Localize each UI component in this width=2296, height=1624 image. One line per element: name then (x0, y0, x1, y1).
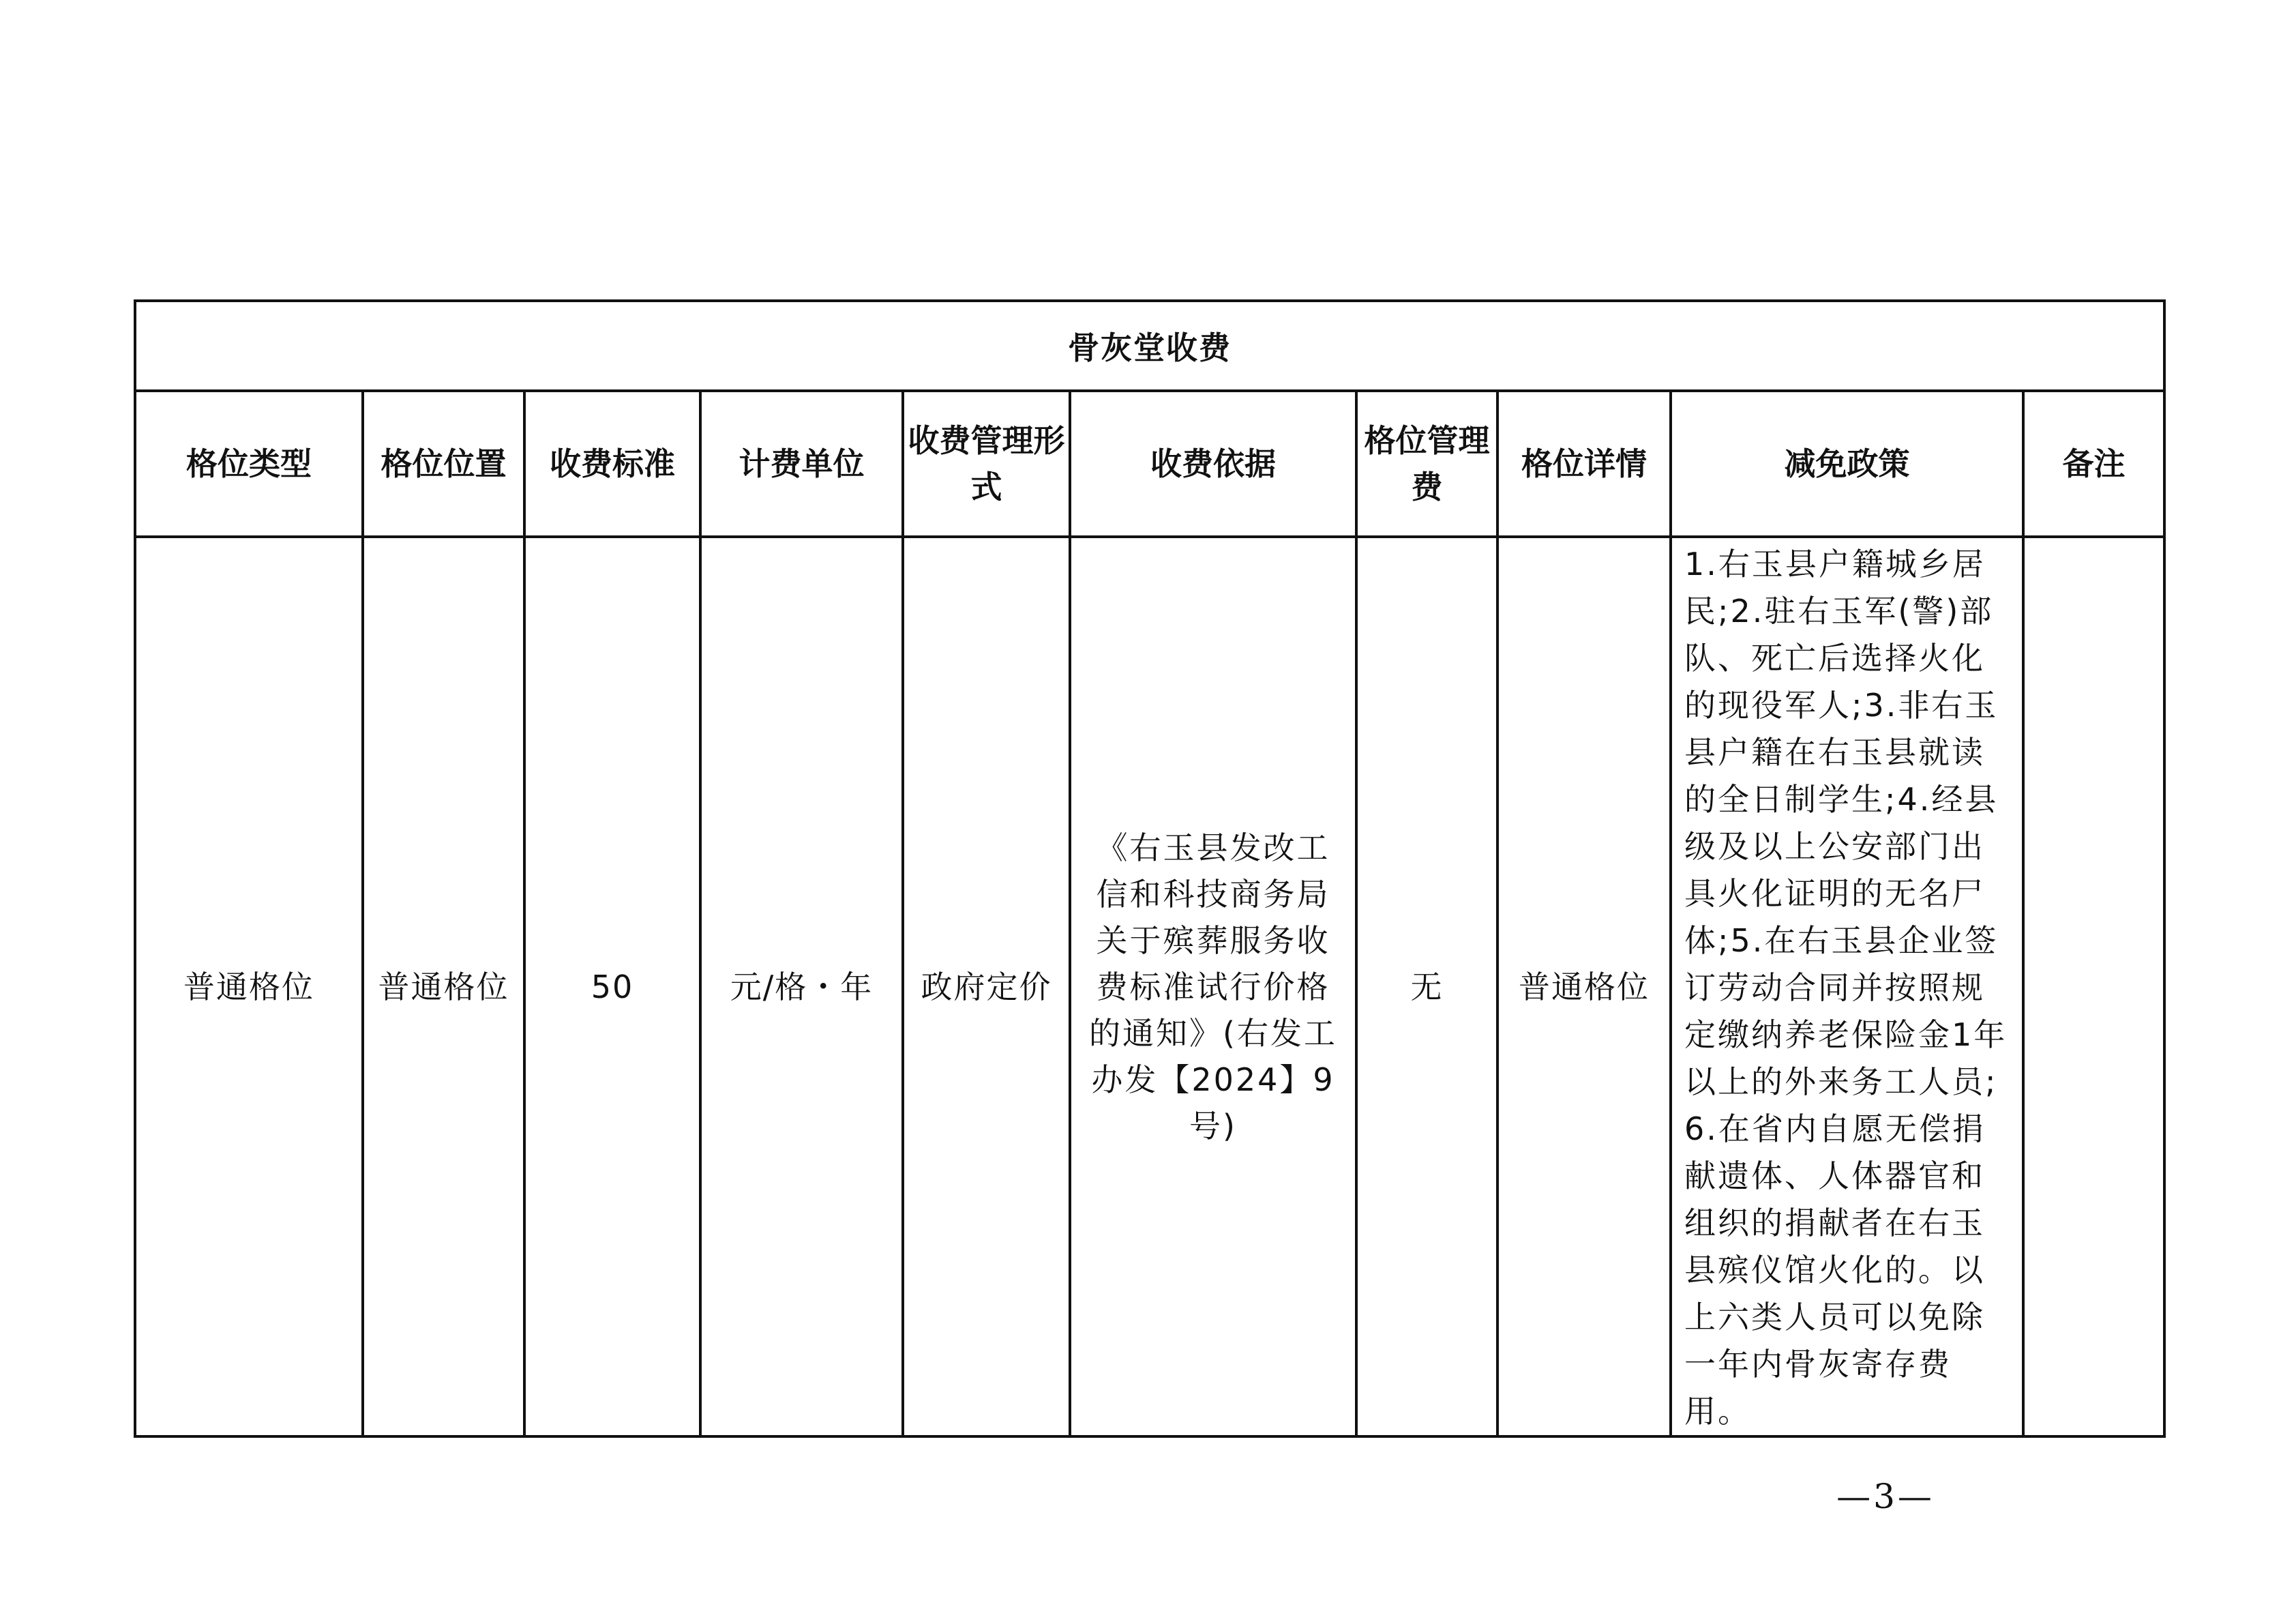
cell-fee-standard: 50 (524, 537, 700, 1436)
header-cell-slot-type: 格位类型 (135, 391, 363, 537)
cell-management-form: 政府定价 (903, 537, 1070, 1436)
cell-fee-basis: 《右玉县发改工信和科技商务局关于殡葬服务收费标准试行价格的通知》(右发工办发【2024】9号) (1070, 537, 1356, 1436)
header-cell-slot-location: 格位位置 (363, 391, 524, 537)
header-cell-slot-details: 格位详情 (1497, 391, 1671, 537)
cell-reduction-policy: 1.右玉县户籍城乡居民;2.驻右玉军(警)部队、死亡后选择火化的现役军人;3.非右玉县户籍在右玉县就读的全日制学生;4.经县级及以上公安部门出具火化证明的无名尸体;5.在右玉县企业签订劳动合同并按照规定缴纳养老保险金1年以上的外来务工人员;6.在省内自愿无偿捐献遗体、人体器官和组织的捐献者在右玉县殡仪馆火化的。以上六类人员可以免除一年内骨灰寄存费用。 (1671, 537, 2023, 1436)
cell-slot-type: 普通格位 (135, 537, 363, 1436)
header-cell-remarks: 备注 (2023, 391, 2164, 537)
header-cell-management-fee: 格位管理费 (1356, 391, 1497, 537)
header-cell-fee-standard: 收费标准 (524, 391, 700, 537)
cell-remarks (2023, 537, 2164, 1436)
header-cell-fee-basis: 收费依据 (1070, 391, 1356, 537)
header-cell-management-form: 收费管理形式 (903, 391, 1070, 537)
header-cell-reduction-policy: 减免政策 (1671, 391, 2023, 537)
cell-slot-location: 普通格位 (363, 537, 524, 1436)
table-header-row (135, 391, 2164, 537)
cell-slot-details: 普通格位 (1497, 537, 1671, 1436)
cell-billing-unit: 元/格・年 (700, 537, 903, 1436)
table-row (135, 537, 2164, 1436)
table-title-row (135, 301, 2164, 391)
cell-management-fee: 无 (1356, 537, 1497, 1436)
header-cell-billing-unit: 计费单位 (700, 391, 903, 537)
page-number: —3— (1836, 1477, 1935, 1516)
fee-table (134, 299, 2166, 1438)
table-title: 骨灰堂收费 (135, 301, 2164, 391)
